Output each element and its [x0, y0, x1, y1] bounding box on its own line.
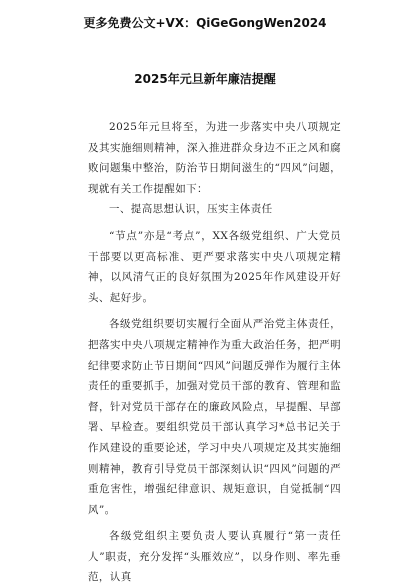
watermark-text: 更多免费公文+VX：QiGeGongWen2024 — [83, 16, 327, 30]
intro-paragraph: 2025年元旦将至，为进一步落实中央八项规定及其实施细则精神，深入推进群众身边不正之风和腐败问题集中整治，防治节日期间滋生的“四风”问题，现就有关工作提醒如下： — [88, 121, 341, 195]
body-paragraph: 各级党组织要切实履行全面从严治党主体责任，把落实中央八项规定精神作为重大政治任务，把严明纪律要求防止节日期间“四风”问题反弹作为履行主体责任的重要抓手，加强对党员干部的教育、管理和监督，针对党员干部存在的廉政风险点，早提醒、早部署、早检查。要组织党员干部认真学习*总书记关于作风建设的重要论述，学习中央八项规定及其实施细则精神，教育引导党员干部深刻认识“四风”问题的严重危害性，增强纪律意识、规矩意识，自觉抵制“四风”。 — [88, 318, 341, 516]
document-title: 2025年元旦新年廉洁提醒 — [134, 72, 276, 86]
body-paragraph: “节点”亦是“考点”，XX各级党组织、广大党员干部要以更高标准、更严要求落实中央八项规定精神，以风清气正的良好氛围为2025年作风建设开好头、起好步。 — [88, 229, 341, 304]
section-heading: 一、提高思想认识，压实主体责任 — [109, 203, 273, 216]
document-body — [88, 117, 341, 588]
body-paragraph: 各级党组织主要负责人要认真履行“第一责任人”职责，充分发挥“头雁效应”，以身作则、率先垂范，认真 — [88, 530, 341, 584]
